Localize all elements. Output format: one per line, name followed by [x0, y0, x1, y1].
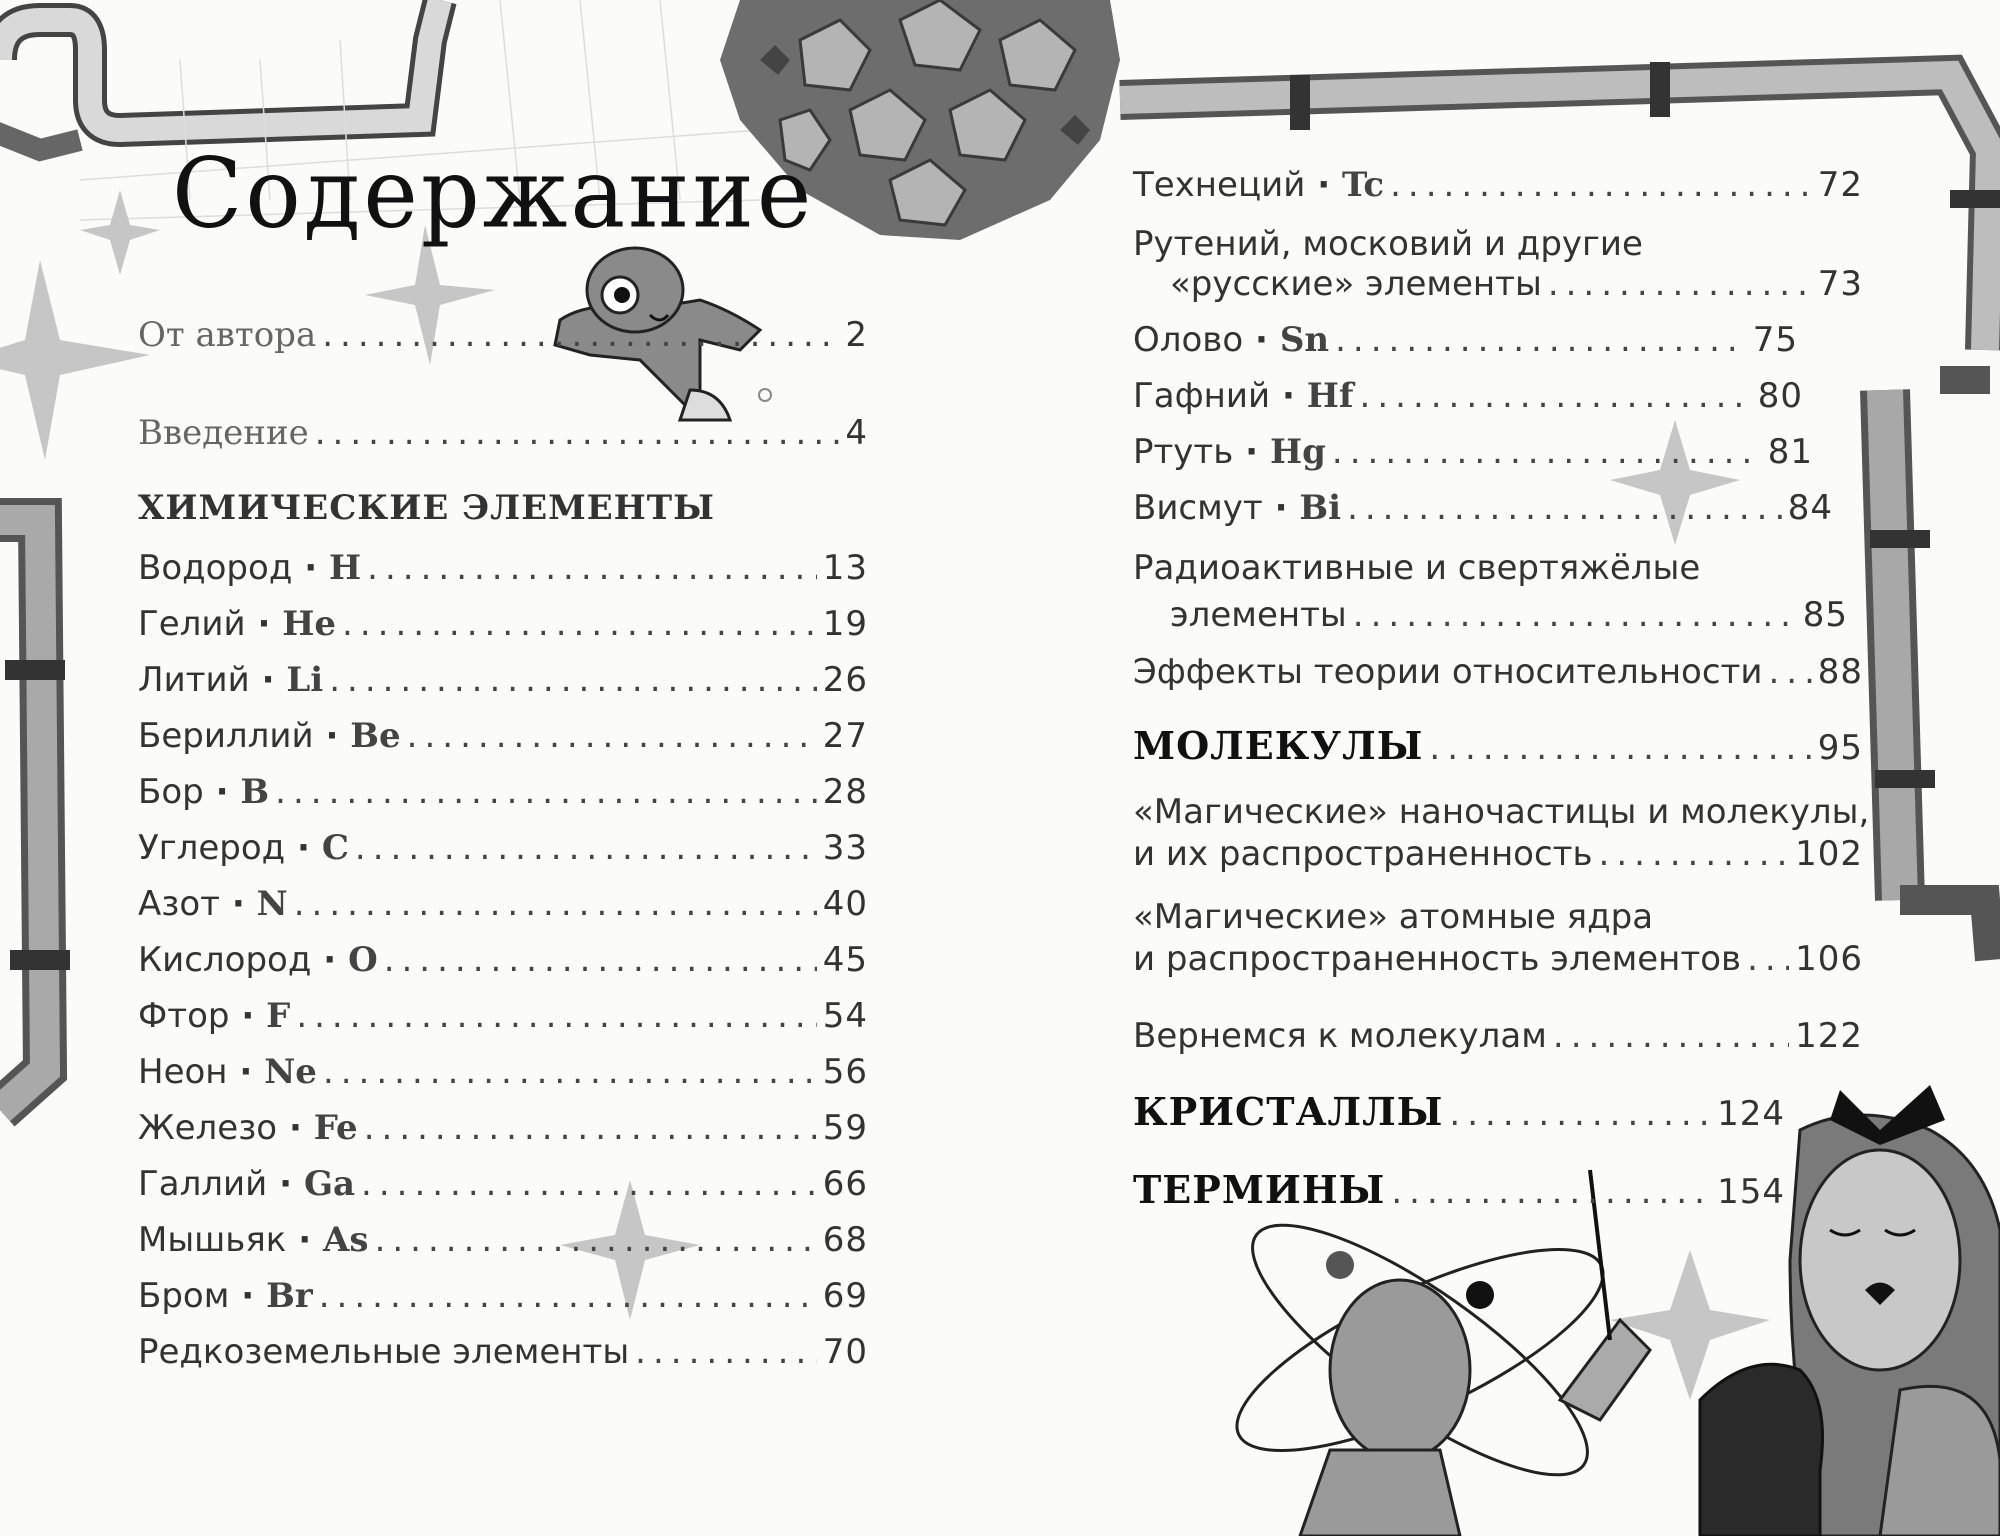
toc-leader-dots [1390, 165, 1812, 205]
toc-leader-dots [361, 1164, 817, 1204]
toc-entry-terms[interactable] [1133, 1167, 1785, 1212]
toc-page-number: 84 [1787, 488, 1833, 528]
toc-leader-dots [1553, 1016, 1789, 1056]
element-symbol: Bi [1299, 488, 1342, 528]
toc-entry-ruthenium[interactable] [1170, 264, 1863, 304]
toc-entry-label: «русские» элементы [1170, 264, 1542, 304]
element-name: Неон [138, 1052, 228, 1092]
toc-page-number: 102 [1795, 834, 1863, 874]
page-title: Содержание [172, 137, 815, 250]
element-name: Бор [138, 772, 204, 812]
toc-entry-label: и распространенность элементов [1133, 939, 1742, 979]
toc-entry-element[interactable]: Углерод · C ..... 33 [138, 828, 868, 868]
element-name: Азот [138, 884, 220, 924]
toc-entry-element[interactable]: Бром · Br ..... 69 [138, 1276, 868, 1316]
toc-entry-element[interactable]: Литий · Li ..... 26 [138, 660, 868, 700]
section-heading-terms: ТЕРМИНЫ [1133, 1167, 1386, 1212]
element-symbol: Tc [1342, 165, 1385, 205]
toc-entry-technetium[interactable]: Технеций · Tc ..... 72 [1133, 165, 1863, 205]
toc-leader-dots [364, 1108, 817, 1148]
element-symbol: Sn [1279, 320, 1330, 360]
toc-page-number: 85 [1802, 595, 1848, 635]
toc-entry-label: элементы [1170, 595, 1347, 635]
toc-page-number: 106 [1795, 939, 1863, 979]
toc-entry-magic-nuclei-line1: «Магические» атомные ядра [1133, 897, 1654, 937]
toc-leader-dots [342, 604, 817, 644]
toc-entry-element[interactable]: Неон · Ne ..... 56 [138, 1052, 868, 1092]
toc-entry-magic-nano[interactable] [1133, 834, 1863, 874]
toc-page-number: 124 [1717, 1094, 1785, 1134]
toc-leader-dots [1548, 264, 1812, 304]
toc-entry-element[interactable]: Бор · B ..... 28 [138, 772, 868, 812]
toc-page-number: 72 [1817, 165, 1863, 205]
toc-entry-label: Эффекты теории относительности [1133, 652, 1763, 692]
toc-entry-element[interactable]: Висмут · Bi ..... 84 [1133, 488, 1833, 528]
toc-page-number: 154 [1717, 1172, 1785, 1212]
toc-leader-dots [1360, 376, 1752, 416]
toc-entry-element[interactable]: Ртуть · Hg ..... 81 [1133, 432, 1813, 472]
element-symbol: B [240, 772, 270, 812]
element-symbol: C [321, 828, 349, 868]
element-symbol: H [329, 548, 362, 588]
toc-leader-dots [367, 548, 817, 588]
toc-page-number: 54 [822, 996, 868, 1036]
toc-entry-label: и их распространенность [1133, 834, 1593, 874]
atom-creature-illustration [1213, 1170, 1650, 1536]
toc-page-number: 28 [822, 772, 868, 812]
toc-entry-molecules[interactable] [1133, 723, 1863, 768]
girl-with-cat-illustration [1700, 1085, 2000, 1536]
element-symbol: As [323, 1220, 369, 1260]
element-name: Водород [138, 548, 293, 588]
toc-entry-element[interactable]: Мышьяк · As ..... 68 [138, 1220, 868, 1260]
toc-page-number: 68 [822, 1220, 868, 1260]
toc-page-number: 2 [845, 315, 868, 355]
element-name: Железо [138, 1108, 278, 1148]
section-heading-molecules: МОЛЕКУЛЫ [1133, 723, 1424, 768]
toc-page-number: 73 [1817, 264, 1863, 304]
toc-entry-element[interactable]: Железо · Fe ..... 59 [138, 1108, 868, 1148]
toc-page-number: 13 [822, 548, 868, 588]
toc-leader-dots [315, 413, 840, 453]
element-name: Бром [138, 1276, 230, 1316]
element-symbol: Fe [313, 1108, 358, 1148]
toc-entry-element[interactable]: Гафний · Hf ..... 80 [1133, 376, 1803, 416]
element-symbol: O [348, 940, 378, 980]
toc-page-number: 19 [822, 604, 868, 644]
element-name: Гелий [138, 604, 246, 644]
toc-page-number: 70 [822, 1332, 868, 1372]
toc-leader-dots [375, 1220, 817, 1260]
element-name: Кислород [138, 940, 312, 980]
toc-entry-rare-earth[interactable] [138, 1332, 868, 1372]
toc-page-number: 81 [1767, 432, 1813, 472]
toc-entry-crystals[interactable] [1133, 1089, 1785, 1134]
toc-entry-from-author[interactable] [138, 315, 868, 355]
toc-page-number: 33 [822, 828, 868, 868]
element-symbol: Ne [264, 1052, 317, 1092]
toc-entry-radioactive[interactable] [1170, 595, 1848, 635]
toc-entry-element[interactable]: Бериллий · Be ..... 27 [138, 716, 868, 756]
toc-entry-label: Введение [138, 413, 309, 453]
pipe-left [0, 520, 70, 1110]
toc-entry-introduction[interactable] [138, 413, 868, 453]
element-name: Литий [138, 660, 250, 700]
toc-page-number: 122 [1795, 1016, 1863, 1056]
toc-leader-dots [1391, 1172, 1711, 1212]
toc-leader-dots [1332, 432, 1762, 472]
toc-entry-label: Вернемся к молекулам [1133, 1016, 1547, 1056]
element-name: Углерод [138, 828, 286, 868]
toc-page-number: 59 [822, 1108, 868, 1148]
pipe-top-left [0, 0, 440, 150]
toc-entry-relativity[interactable] [1133, 652, 1863, 692]
element-name: Ртуть [1133, 432, 1234, 472]
toc-entry-magic-nano-line1: «Магические» наночастицы и молекулы, [1133, 792, 1870, 832]
element-name: Технеций [1133, 165, 1306, 205]
toc-leader-dots [294, 884, 817, 924]
toc-leader-dots [1353, 595, 1797, 635]
toc-page-number: 45 [822, 940, 868, 980]
toc-entry-element[interactable]: Кислород · O ..... 45 [138, 940, 868, 980]
element-symbol: Br [266, 1276, 313, 1316]
toc-leader-dots [355, 828, 817, 868]
toc-page-number: 26 [822, 660, 868, 700]
element-symbol: Be [350, 716, 401, 756]
toc-entry-label: От автора [138, 315, 317, 355]
toc-entry-element[interactable]: Галлий · Ga ..... 66 [138, 1164, 868, 1204]
section-heading-crystals: КРИСТАЛЛЫ [1133, 1089, 1444, 1134]
element-symbol: Hg [1269, 432, 1326, 472]
toc-entry-magic-nuclei[interactable] [1133, 939, 1863, 979]
element-name: Олово [1133, 320, 1244, 360]
toc-entry-element[interactable]: Олово · Sn ..... 75 [1133, 320, 1798, 360]
section-heading-chemical-elements: ХИМИЧЕСКИЕ ЭЛЕМЕНТЫ [138, 488, 715, 528]
toc-leader-dots [323, 1052, 817, 1092]
toc-entry-back-to-molecules[interactable] [1133, 1016, 1863, 1056]
pipe-right-top [1120, 62, 2000, 350]
toc-leader-dots [319, 1276, 817, 1316]
toc-entry-element[interactable]: Азот · N ..... 40 [138, 884, 868, 924]
toc-leader-dots [407, 716, 817, 756]
toc-page-number: 69 [822, 1276, 868, 1316]
toc-entry-label: Редкоземельные элементы [138, 1332, 630, 1372]
toc-leader-dots [384, 940, 817, 980]
element-name: Бериллий [138, 716, 314, 756]
toc-leader-dots [1747, 939, 1789, 979]
element-name: Висмут [1133, 488, 1263, 528]
element-symbol: F [266, 996, 291, 1036]
toc-leader-dots [1335, 320, 1747, 360]
toc-page-number: 40 [822, 884, 868, 924]
element-symbol: Ga [303, 1164, 356, 1204]
toc-entry-element[interactable]: Водород · H ..... 13 [138, 548, 868, 588]
toc-page-number: 95 [1817, 728, 1863, 768]
toc-leader-dots [322, 315, 839, 355]
element-symbol: N [256, 884, 288, 924]
toc-entry-ruthenium-line1: Рутений, московий и другие [1133, 224, 1643, 264]
toc-entry-element[interactable]: Фтор · F ..... 54 [138, 996, 868, 1036]
toc-entry-element[interactable]: Гелий · He ..... 19 [138, 604, 868, 644]
toc-leader-dots [296, 996, 816, 1036]
toc-page-number: 88 [1817, 652, 1863, 692]
element-name: Галлий [138, 1164, 268, 1204]
toc-leader-dots [1449, 1094, 1711, 1134]
toc-leader-dots [1768, 652, 1811, 692]
element-name: Мышьяк [138, 1220, 287, 1260]
toc-page-number: 66 [822, 1164, 868, 1204]
toc-leader-dots [1599, 834, 1790, 874]
element-name: Фтор [138, 996, 230, 1036]
pipe-right-vertical [1870, 380, 1990, 960]
toc-leader-dots [275, 772, 817, 812]
toc-page-number: 27 [822, 716, 868, 756]
element-symbol: Li [286, 660, 324, 700]
toc-entry-radioactive-line1: Радиоактивные и свертяжёлые [1133, 548, 1701, 588]
toc-page-number: 56 [822, 1052, 868, 1092]
element-symbol: He [282, 604, 337, 644]
toc-leader-dots [329, 660, 817, 700]
toc-leader-dots [1347, 488, 1782, 528]
element-symbol: Hf [1306, 376, 1354, 416]
toc-page-number: 75 [1752, 320, 1798, 360]
toc-leader-dots [1429, 728, 1811, 768]
element-name: Гафний [1133, 376, 1271, 416]
toc-leader-dots [635, 1332, 817, 1372]
toc-page-number: 80 [1757, 376, 1803, 416]
toc-page-number: 4 [845, 413, 868, 453]
